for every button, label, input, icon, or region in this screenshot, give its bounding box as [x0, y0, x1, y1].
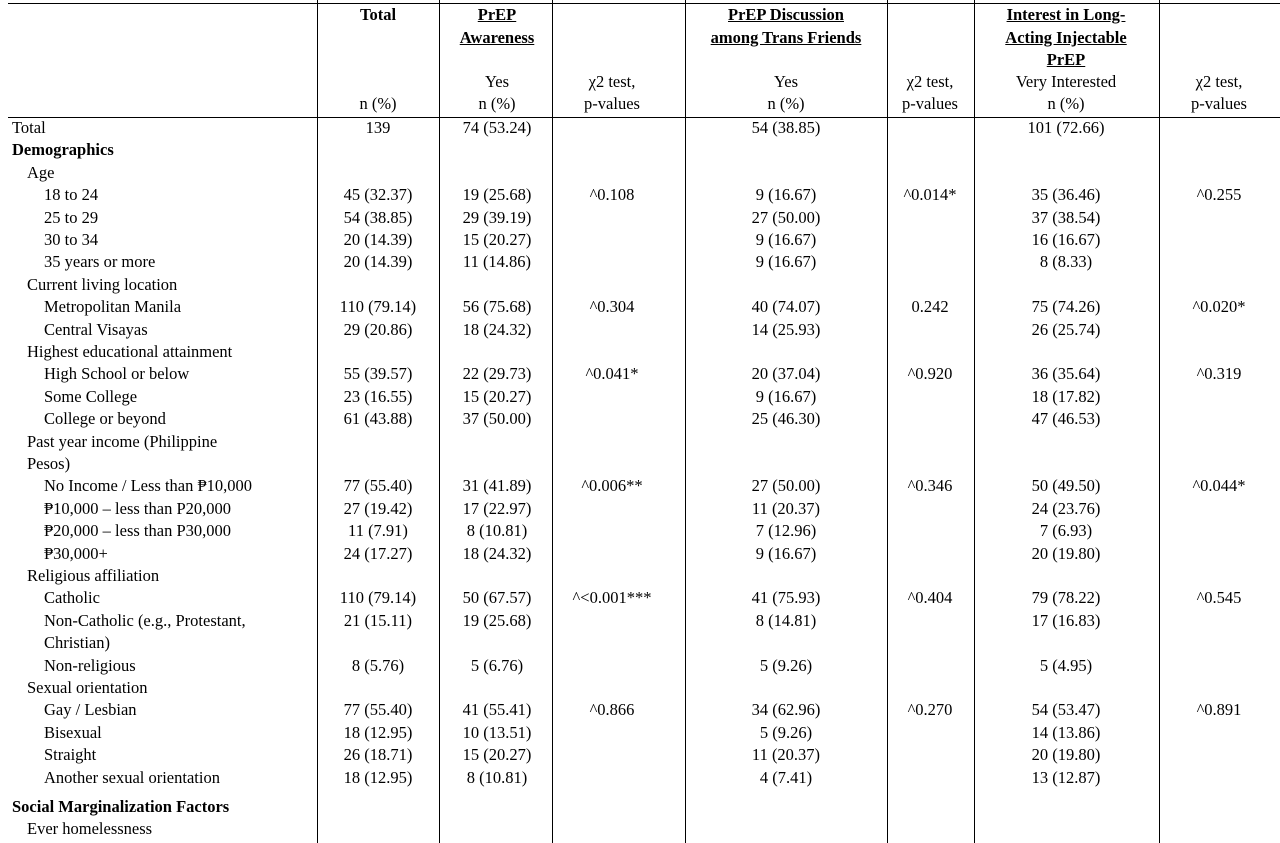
cell-di_p: 0.242: [911, 297, 949, 317]
column-divider: [1159, 0, 1160, 843]
row-label: High School or below: [44, 364, 190, 384]
cell-aw: 18 (24.32): [462, 543, 532, 563]
cell-in_p: ^0.319: [1196, 364, 1242, 384]
cell-total: 110 (79.14): [339, 297, 417, 317]
header-awareness-yes: Yes: [484, 72, 510, 91]
header-total: Total: [359, 5, 397, 24]
cell-in: 79 (78.22): [1031, 588, 1101, 608]
header-awareness-title: PrEP: [477, 5, 517, 24]
cell-total: 77 (55.40): [343, 700, 413, 720]
cell-in: 101 (72.66): [1027, 118, 1105, 137]
cell-di: 9 (16.67): [755, 543, 817, 563]
cell-in: 17 (16.83): [1031, 610, 1101, 630]
cell-total: 27 (19.42): [343, 498, 413, 518]
row-label: ₱20,000 – less than P30,000: [44, 521, 232, 541]
cell-aw_p: ^0.041*: [585, 364, 639, 384]
cell-di: 5 (9.26): [759, 722, 813, 742]
cell-di: 11 (20.37): [751, 745, 821, 765]
cell-aw: 18 (24.32): [462, 319, 532, 339]
header-discussion-title: among Trans Friends: [710, 27, 862, 47]
column-divider: [887, 0, 888, 843]
cell-di: 54 (38.85): [751, 118, 821, 137]
row-label: Current living location: [27, 274, 178, 294]
cell-di: 9 (16.67): [755, 185, 817, 205]
cell-di_p: ^0.270: [907, 700, 953, 720]
row-label: 18 to 24: [44, 185, 99, 205]
row-label: Religious affiliation: [27, 566, 160, 585]
cell-total: 55 (39.57): [343, 364, 413, 384]
cell-in: 37 (38.54): [1031, 207, 1101, 227]
cell-in_p: ^0.545: [1196, 588, 1242, 608]
cell-in: 8 (8.33): [1039, 252, 1093, 272]
cell-aw: 15 (20.27): [462, 386, 532, 406]
header-awareness-test: χ2 test,: [588, 72, 636, 91]
row-label: Catholic: [44, 588, 100, 608]
cell-total: 77 (55.40): [343, 476, 413, 496]
row-label: No Income / Less than ₱10,000: [44, 476, 253, 496]
cell-in: 26 (25.74): [1031, 319, 1101, 339]
cell-in: 50 (49.50): [1031, 476, 1101, 496]
cell-in: 54 (53.47): [1031, 700, 1101, 720]
cell-aw: 15 (20.27): [462, 230, 532, 249]
header-interest-npct: n (%): [1047, 94, 1085, 113]
column-divider: [685, 0, 686, 843]
cell-di: 11 (20.37): [751, 498, 821, 518]
cell-in: 5 (4.95): [1039, 655, 1093, 675]
cell-in_p: ^0.044*: [1192, 476, 1246, 496]
row-label: 25 to 29: [44, 207, 99, 227]
cell-aw: 11 (14.86): [462, 252, 532, 272]
row-label: Metropolitan Manila: [44, 297, 182, 317]
cell-in: 14 (13.86): [1031, 722, 1101, 742]
cell-in: 20 (19.80): [1031, 543, 1101, 563]
header-total-npct: n (%): [359, 94, 397, 113]
row-label: Some College: [44, 386, 138, 406]
cell-total: 8 (5.76): [351, 655, 405, 675]
cell-di: 5 (9.26): [759, 655, 813, 675]
row-label: College or beyond: [44, 409, 166, 429]
header-interest-title: PrEP: [1046, 50, 1086, 69]
cell-aw: 8 (10.81): [466, 521, 528, 541]
header-interest-yes: Very Interested: [1015, 72, 1117, 91]
cell-aw_p: ^<0.001***: [572, 588, 652, 608]
cell-aw: 41 (55.41): [462, 700, 532, 720]
header-discussion-pvalues: p-values: [902, 94, 958, 113]
cell-total: 26 (18.71): [343, 745, 413, 765]
cell-di_p: ^0.346: [907, 476, 953, 496]
header-interest-title: Interest in Long-: [1006, 5, 1126, 24]
row-label: ₱30,000+: [44, 543, 108, 563]
cell-aw: 19 (25.68): [462, 185, 532, 205]
cell-aw: 19 (25.68): [462, 610, 532, 630]
cell-aw: 31 (41.89): [462, 476, 532, 496]
row-label: Past year income (Philippine: [27, 431, 218, 451]
row-label: Demographics: [12, 140, 114, 160]
header-interest-test: χ2 test,: [1195, 72, 1243, 91]
row-label: Ever homelessness: [27, 819, 153, 839]
cell-aw_p: ^0.006**: [581, 476, 643, 496]
cell-di: 14 (25.93): [751, 319, 821, 339]
cell-di: 27 (50.00): [751, 476, 821, 496]
row-label: Social Marginalization Factors: [12, 797, 230, 816]
row-label: Central Visayas: [44, 319, 148, 339]
cell-total: 29 (20.86): [343, 319, 413, 339]
cell-di: 9 (16.67): [755, 230, 817, 249]
row-label: Straight: [44, 745, 97, 765]
column-divider: [439, 0, 440, 843]
cell-di_p: ^0.920: [907, 364, 953, 384]
cell-total: 54 (38.85): [343, 207, 413, 227]
cell-total: 18 (12.95): [343, 722, 413, 742]
row-label: ₱10,000 – less than P20,000: [44, 498, 232, 518]
header-interest-title: Acting Injectable: [1005, 27, 1127, 47]
cell-total: 45 (32.37): [343, 185, 413, 205]
cell-in: 75 (74.26): [1031, 297, 1101, 317]
header-awareness-npct: n (%): [478, 94, 516, 113]
row-label: Non-religious: [44, 655, 136, 675]
row-label: Highest educational attainment: [27, 342, 233, 361]
cell-total: 139: [365, 118, 391, 137]
cell-in: 18 (17.82): [1031, 386, 1101, 406]
cell-in: 36 (35.64): [1031, 364, 1101, 384]
cell-in_p: ^0.255: [1196, 185, 1242, 205]
cell-aw: 50 (67.57): [462, 588, 532, 608]
header-discussion-npct: n (%): [767, 94, 805, 113]
cell-total: 20 (14.39): [343, 252, 413, 272]
cell-di: 4 (7.41): [759, 767, 813, 787]
cell-in: 24 (23.76): [1031, 498, 1101, 518]
cell-total: 23 (16.55): [343, 386, 413, 406]
cell-di: 34 (62.96): [751, 700, 821, 720]
cell-in: 13 (12.87): [1031, 767, 1101, 787]
cell-aw: 37 (50.00): [462, 409, 532, 429]
row-label: 35 years or more: [44, 252, 156, 272]
cell-aw_p: ^0.108: [589, 185, 635, 205]
cell-aw_p: ^0.866: [589, 700, 635, 720]
cell-total: 18 (12.95): [343, 767, 413, 787]
row-label: Bisexual: [44, 722, 102, 742]
row-label: Age: [27, 162, 55, 182]
row-label: Gay / Lesbian: [44, 700, 137, 720]
header-interest-pvalues: p-values: [1191, 94, 1247, 113]
cell-di: 9 (16.67): [755, 252, 817, 272]
cell-in: 35 (36.46): [1031, 185, 1101, 205]
cell-total: 110 (79.14): [339, 588, 417, 608]
cell-in: 16 (16.67): [1031, 230, 1101, 249]
cell-aw: 8 (10.81): [466, 767, 528, 787]
cell-aw: 15 (20.27): [462, 745, 532, 765]
row-label: Christian): [44, 633, 110, 653]
cell-di: 9 (16.67): [755, 386, 817, 406]
cell-in_p: ^0.020*: [1192, 297, 1246, 317]
cell-total: 61 (43.88): [343, 409, 413, 429]
cell-di: 27 (50.00): [751, 207, 821, 227]
header-awareness-pvalues: p-values: [584, 94, 640, 113]
cell-aw: 29 (39.19): [462, 207, 532, 227]
row-label: 30 to 34: [44, 230, 99, 249]
column-divider: [552, 0, 553, 843]
cell-di_p: ^0.014*: [903, 185, 957, 205]
row-label: Another sexual orientation: [44, 767, 220, 787]
cell-di: 20 (37.04): [751, 364, 821, 384]
cell-total: 11 (7.91): [348, 521, 408, 541]
column-divider: [974, 0, 975, 843]
cell-di: 40 (74.07): [751, 297, 821, 317]
column-divider: [317, 0, 318, 843]
cell-in: 7 (6.93): [1039, 521, 1093, 541]
header-discussion-test: χ2 test,: [906, 72, 954, 91]
cell-in_p: ^0.891: [1196, 700, 1242, 720]
cell-total: 21 (15.11): [343, 610, 413, 630]
cell-aw: 56 (75.68): [462, 297, 532, 317]
row-label: Pesos): [27, 454, 71, 473]
cell-in: 20 (19.80): [1031, 745, 1101, 765]
cell-in: 47 (46.53): [1031, 409, 1101, 429]
cell-total: 24 (17.27): [343, 543, 413, 563]
cell-aw: 5 (6.76): [470, 655, 524, 675]
cell-aw_p: ^0.304: [589, 297, 635, 317]
cell-di: 25 (46.30): [751, 409, 821, 429]
cell-di_p: ^0.404: [907, 588, 953, 608]
header-discussion-title: PrEP Discussion: [728, 5, 844, 24]
cell-di: 7 (12.96): [755, 521, 817, 541]
row-label: Sexual orientation: [27, 678, 148, 697]
cell-aw: 17 (22.97): [462, 498, 532, 518]
cell-aw: 74 (53.24): [462, 118, 532, 137]
cell-aw: 22 (29.73): [462, 364, 532, 384]
cell-di: 41 (75.93): [751, 588, 821, 608]
cell-aw: 10 (13.51): [462, 722, 532, 742]
row-label: Total: [12, 118, 46, 137]
header-awareness-title: Awareness: [459, 27, 535, 47]
cell-total: 20 (14.39): [343, 230, 413, 249]
header-discussion-yes: Yes: [773, 72, 799, 91]
cell-di: 8 (14.81): [755, 610, 817, 630]
row-label: Non-Catholic (e.g., Protestant,: [44, 610, 246, 630]
